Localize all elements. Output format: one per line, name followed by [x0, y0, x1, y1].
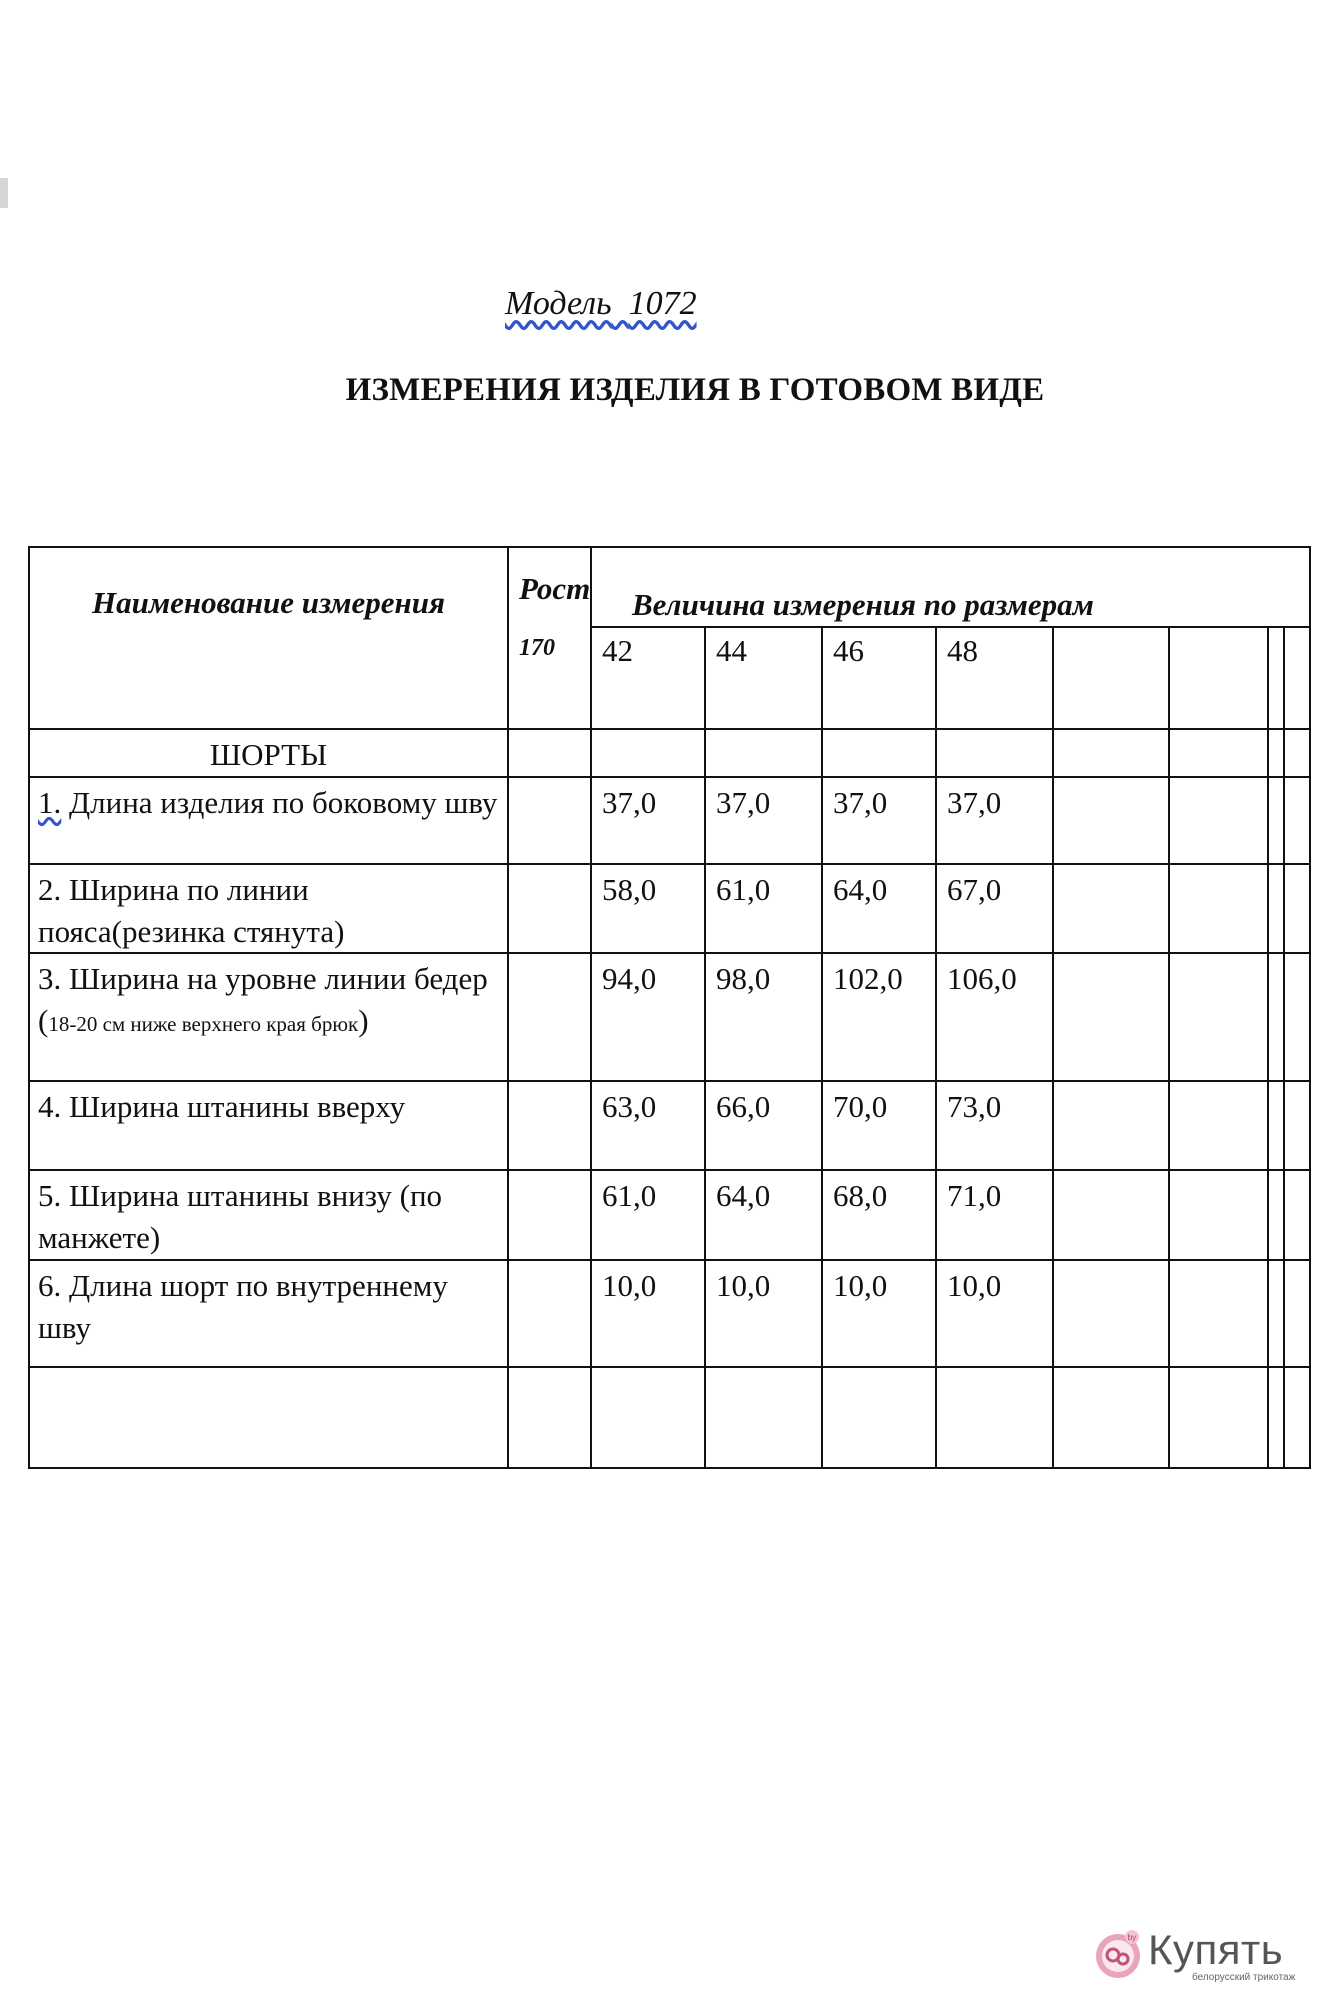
logo-badge: by	[1127, 1933, 1137, 1942]
measurement-name: 6. Длина шорт по внутреннему шву	[29, 1260, 508, 1367]
height-cell	[508, 864, 591, 954]
size-cell: 44	[705, 627, 822, 729]
measurement-value: 58,0	[591, 864, 705, 954]
measurement-value: 37,0	[705, 777, 822, 864]
empty-cell	[1053, 1081, 1169, 1170]
measurement-number: 1.	[38, 784, 62, 820]
measurement-value: 102,0	[822, 953, 936, 1081]
table-header-row	[29, 547, 1310, 627]
page-edge-marker	[0, 178, 8, 208]
document-heading: ИЗМЕРЕНИЯ ИЗДЕЛИЯ В ГОТОВОМ ВИДЕ	[345, 372, 1045, 408]
empty-cell	[1169, 953, 1268, 1081]
empty-cell	[591, 729, 705, 777]
empty-cell	[1268, 1170, 1284, 1260]
empty-cell	[1268, 953, 1284, 1081]
empty-cell	[1284, 729, 1310, 777]
measurement-value: 68,0	[822, 1170, 936, 1260]
empty-cell	[1284, 1260, 1310, 1367]
measurement-value: 63,0	[591, 1081, 705, 1170]
measurement-value: 37,0	[591, 777, 705, 864]
empty-cell	[705, 729, 822, 777]
measurement-name: 5. Ширина штанины внизу (по манжете)	[29, 1170, 508, 1260]
empty-cell	[1169, 1260, 1268, 1367]
measurement-value: 66,0	[705, 1081, 822, 1170]
measurement-row	[29, 777, 1310, 864]
measurement-value: 64,0	[822, 864, 936, 954]
empty-cell	[1053, 729, 1169, 777]
empty-cell	[508, 729, 591, 777]
measurement-value: 64,0	[705, 1170, 822, 1260]
empty-cell	[1169, 1081, 1268, 1170]
logo-tagline: белорусский трикотаж	[1192, 1972, 1296, 1983]
empty-cell	[1268, 864, 1284, 954]
measurement-value: 37,0	[822, 777, 936, 864]
section-row	[29, 729, 1310, 777]
empty-cell	[591, 1367, 705, 1468]
section-label: ШОРТЫ	[29, 729, 508, 777]
empty-cell	[1284, 1170, 1310, 1260]
empty-cell	[1053, 1170, 1169, 1260]
measurement-name-text: Длина изделия по боковому шву	[69, 784, 498, 820]
measurement-value: 10,0	[591, 1260, 705, 1367]
measurement-name: 2. Ширина по линии пояса(резинка стянута)	[29, 864, 508, 954]
empty-cell	[1284, 627, 1310, 729]
empty-cell	[1053, 627, 1169, 729]
logo-wordmark: Купять	[1148, 1926, 1284, 1973]
header-size-group: Величина измерения по размерам	[591, 547, 1310, 627]
measurement-value: 10,0	[822, 1260, 936, 1367]
empty-cell	[508, 1367, 591, 1468]
measurement-value: 61,0	[591, 1170, 705, 1260]
empty-cell	[1169, 777, 1268, 864]
empty-cell	[1053, 777, 1169, 864]
empty-cell	[936, 729, 1053, 777]
empty-cell	[1169, 729, 1268, 777]
empty-cell	[1053, 1367, 1169, 1468]
measurement-name-text: 3. Ширина на уровне линии бедер (	[38, 961, 488, 1039]
empty-cell	[822, 729, 936, 777]
model-title	[505, 285, 697, 323]
brand-logo[interactable]	[1092, 1918, 1332, 1988]
height-cell	[508, 1260, 591, 1367]
measurement-value: 10,0	[705, 1260, 822, 1367]
empty-cell	[705, 1367, 822, 1468]
empty-cell	[1053, 864, 1169, 954]
measurement-value: 73,0	[936, 1081, 1053, 1170]
measurement-row	[29, 864, 1310, 954]
empty-cell	[822, 1367, 936, 1468]
empty-cell	[29, 1367, 508, 1468]
empty-cell	[1053, 1260, 1169, 1367]
empty-cell	[1284, 864, 1310, 954]
measurement-name	[29, 777, 508, 864]
empty-cell	[1169, 1170, 1268, 1260]
empty-cell	[1268, 627, 1284, 729]
measurement-value: 10,0	[936, 1260, 1053, 1367]
empty-cell	[1284, 1367, 1310, 1468]
measurement-value: 70,0	[822, 1081, 936, 1170]
empty-cell	[1268, 777, 1284, 864]
empty-cell	[1053, 953, 1169, 1081]
header-height	[508, 547, 591, 729]
empty-cell	[1268, 1081, 1284, 1170]
measurement-row	[29, 953, 1310, 1081]
size-cell: 46	[822, 627, 936, 729]
empty-cell	[1268, 1367, 1284, 1468]
empty-cell	[1268, 729, 1284, 777]
measurement-value: 37,0	[936, 777, 1053, 864]
empty-cell	[1268, 1260, 1284, 1367]
empty-cell	[1284, 953, 1310, 1081]
measurement-value: 94,0	[591, 953, 705, 1081]
measurement-value: 71,0	[936, 1170, 1053, 1260]
height-cell	[508, 1170, 591, 1260]
measurement-name-end: )	[358, 1003, 369, 1039]
measurement-name	[29, 953, 508, 1081]
measurement-name: 4. Ширина штанины вверху	[29, 1081, 508, 1170]
measurement-row	[29, 1260, 1310, 1367]
empty-row	[29, 1367, 1310, 1468]
size-cell: 42	[591, 627, 705, 729]
model-number: 1072	[628, 285, 697, 322]
measurement-note: 18-20 см ниже верхнего края брюк	[48, 1012, 359, 1037]
measurement-value: 106,0	[936, 953, 1053, 1081]
model-label: Модель	[505, 285, 612, 322]
header-height-value: 170	[519, 634, 555, 661]
empty-cell	[1169, 864, 1268, 954]
size-cell: 48	[936, 627, 1053, 729]
empty-cell	[1284, 1081, 1310, 1170]
measurement-row	[29, 1170, 1310, 1260]
header-height-label: Рост	[519, 571, 591, 606]
height-cell	[508, 1081, 591, 1170]
measurement-value: 61,0	[705, 864, 822, 954]
measurement-row	[29, 1081, 1310, 1170]
measurements-table	[28, 546, 1311, 1469]
height-cell	[508, 953, 591, 1081]
measurement-value: 67,0	[936, 864, 1053, 954]
header-measurement-name: Наименование измерения	[29, 547, 508, 729]
empty-cell	[1169, 1367, 1268, 1468]
empty-cell	[1169, 627, 1268, 729]
logo-emblem-icon	[1092, 1928, 1144, 1980]
height-cell	[508, 777, 591, 864]
empty-cell	[1284, 777, 1310, 864]
empty-cell	[936, 1367, 1053, 1468]
measurement-value: 98,0	[705, 953, 822, 1081]
